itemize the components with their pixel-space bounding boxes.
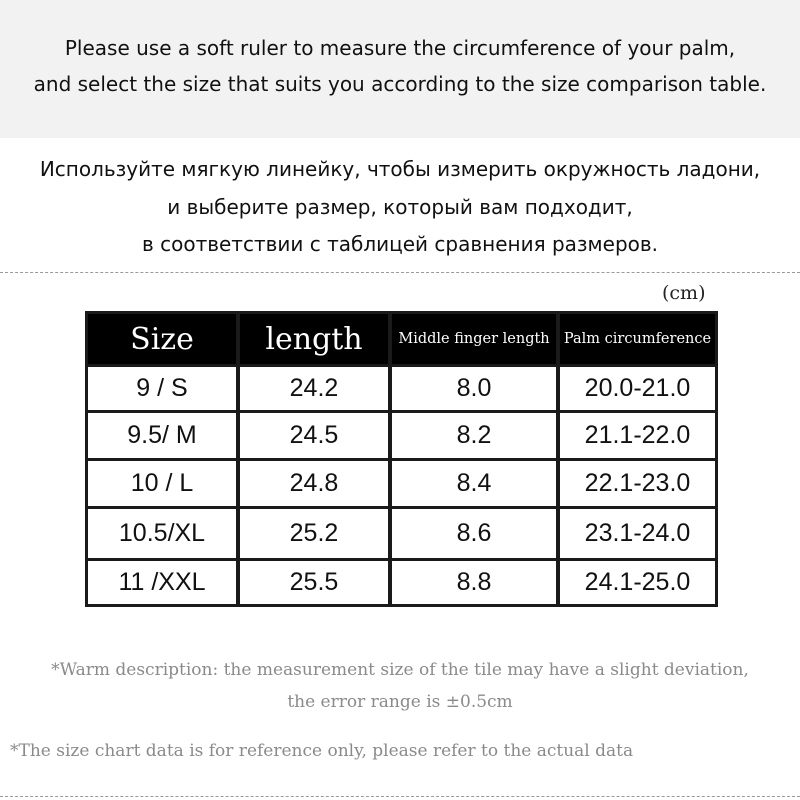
unit-label: (cm) bbox=[662, 282, 706, 304]
row-5-palm: 24.1-25.0 bbox=[560, 561, 715, 604]
instruction-english-line-2: and select the size that suits you according to the size comparison table. bbox=[33, 72, 767, 96]
row-5-size: 11 /XXL bbox=[88, 561, 236, 604]
instruction-russian-line-2: и выберите размер, который вам подходит, bbox=[167, 195, 633, 219]
row-3-size: 10 / L bbox=[88, 461, 236, 506]
warm-description-line-2: the error range is ±0.5cm bbox=[287, 692, 513, 712]
header-size: Size bbox=[88, 314, 236, 364]
row-1-middle-finger: 8.0 bbox=[392, 367, 556, 410]
row-4-middle-finger: 8.6 bbox=[392, 509, 556, 558]
instruction-russian-line-1: Используйте мягкую линейку, чтобы измерить окружность ладони, bbox=[39, 157, 761, 181]
instruction-russian-line-3: в соответствии с таблицей сравнения размеров. bbox=[141, 232, 659, 256]
row-2-size: 9.5/ M bbox=[88, 413, 236, 458]
row-4-length: 25.2 bbox=[240, 509, 388, 558]
size-table bbox=[85, 311, 718, 607]
instruction-english-line-1: Please use a soft ruler to measure the circumference of your palm, bbox=[64, 36, 736, 60]
row-1-length: 24.2 bbox=[240, 367, 388, 410]
header-length: length bbox=[240, 314, 388, 364]
row-4-size: 10.5/XL bbox=[88, 509, 236, 558]
row-2-middle-finger: 8.2 bbox=[392, 413, 556, 458]
row-4-palm: 23.1-24.0 bbox=[560, 509, 715, 558]
row-2-palm: 21.1-22.0 bbox=[560, 413, 715, 458]
header-palm-circumference: Palm circumference bbox=[560, 314, 715, 364]
row-2-length: 24.5 bbox=[240, 413, 388, 458]
row-3-middle-finger: 8.4 bbox=[392, 461, 556, 506]
row-5-length: 25.5 bbox=[240, 561, 388, 604]
warm-description-line-1: *Warm description: the measurement size of the tile may have a slight deviation, bbox=[51, 660, 749, 680]
row-1-palm: 20.0-21.0 bbox=[560, 367, 715, 410]
row-5-middle-finger: 8.8 bbox=[392, 561, 556, 604]
row-1-size: 9 / S bbox=[88, 367, 236, 410]
divider-top bbox=[0, 272, 800, 273]
divider-bottom bbox=[0, 796, 800, 797]
row-3-palm: 22.1-23.0 bbox=[560, 461, 715, 506]
header-middle-finger-length: Middle finger length bbox=[392, 314, 556, 364]
reference-note: *The size chart data is for reference only, please refer to the actual data bbox=[10, 741, 634, 761]
instruction-band bbox=[0, 0, 800, 138]
row-3-length: 24.8 bbox=[240, 461, 388, 506]
